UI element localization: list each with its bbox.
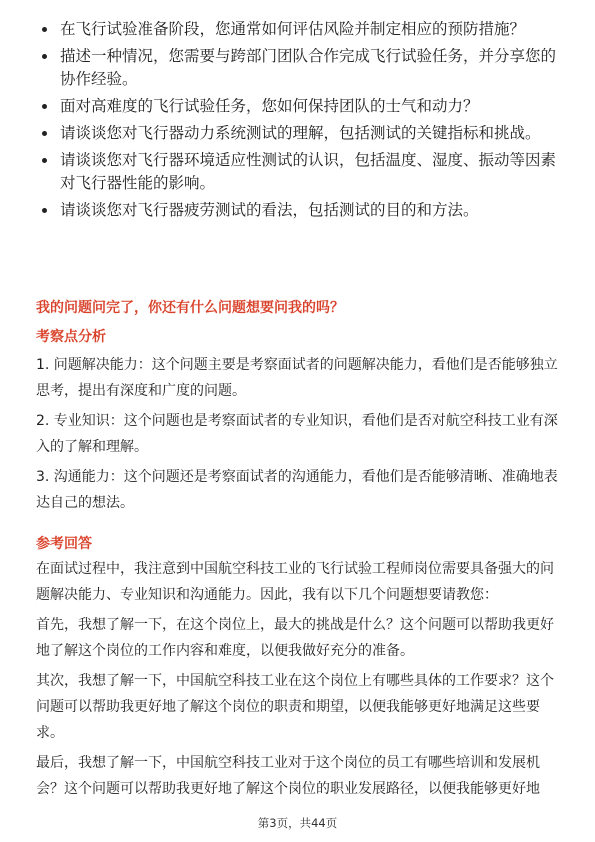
- bullet-icon: [42, 104, 47, 109]
- closing-question-heading: 我的问题问完了，你还有什么问题想要问我的吗？: [36, 300, 344, 316]
- question-text: 请谈谈您对飞行器疲劳测试的看法，包括测试的目的和方法。: [60, 201, 479, 219]
- bullet-icon: [42, 27, 47, 32]
- page-number: 第3页，共44页: [257, 816, 338, 830]
- answer-paragraph: 首先，我想了解一下，在这个岗位上，最大的挑战是什么？这个问题可以帮助我更好地了解这个岗位的工作内容和难度，以便我做好充分的准备。: [36, 617, 554, 659]
- bullet-icon: [42, 158, 47, 163]
- analysis-point: 1. 问题解决能力：这个问题主要是考察面试者的问题解决能力，看他们是否能够独立思考，提出有深度和广度的问题。: [36, 357, 558, 399]
- analysis-heading: 考察点分析: [36, 329, 106, 345]
- analysis-section: [36, 352, 562, 520]
- analysis-point: 2. 专业知识：这个问题也是考察面试者的专业知识，看他们是否对航空科技工业有深入的了解和理解。: [36, 413, 558, 455]
- list-item: [36, 45, 566, 91]
- list-item: [36, 149, 566, 195]
- bullet-icon: [42, 208, 47, 213]
- list-item: [36, 95, 566, 118]
- answer-heading: 参考回答: [36, 536, 92, 552]
- answer-section: [36, 556, 562, 806]
- list-item: [36, 122, 566, 145]
- bullet-icon: [42, 54, 47, 59]
- interview-question-list: [36, 18, 566, 226]
- question-text: 请谈谈您对飞行器动力系统测试的理解，包括测试的关键指标和挑战。: [60, 124, 541, 142]
- question-text: 描述一种情况，您需要与跨部门团队合作完成飞行试验任务，并分享您的协作经验。: [60, 47, 557, 88]
- analysis-point: 3. 沟通能力：这个问题还是考察面试者的沟通能力，看他们是否能够清晰、准确地表达自己的想法。: [36, 469, 558, 511]
- question-text: 面对高难度的飞行试验任务，您如何保持团队的士气和动力？: [60, 97, 479, 115]
- list-item: [36, 18, 566, 41]
- question-text: 请谈谈您对飞行器环境适应性测试的认识，包括温度、湿度、振动等因素对飞行器性能的影响。: [60, 151, 557, 192]
- bullet-icon: [42, 131, 47, 136]
- answer-paragraph: 在面试过程中，我注意到中国航空科技工业的飞行试验工程师岗位需要具备强大的问题解决能力、专业知识和沟通能力。因此，我有以下几个问题想要请教您：: [36, 561, 554, 603]
- answer-paragraph: 最后，我想了解一下，中国航空科技工业对于这个岗位的员工有哪些培训和发展机会？这个问题可以帮助我更好地了解这个岗位的职业发展路径，以便我能够更好地: [36, 755, 540, 797]
- list-item: [36, 199, 566, 222]
- answer-paragraph: 其次，我想了解一下，中国航空科技工业在这个岗位上有哪些具体的工作要求？这个问题可以帮助我更好地了解这个岗位的职责和期望，以便我能够更好地满足这些要求。: [36, 673, 554, 741]
- question-text: 在飞行试验准备阶段，您通常如何评估风险并制定相应的预防措施？: [60, 20, 526, 38]
